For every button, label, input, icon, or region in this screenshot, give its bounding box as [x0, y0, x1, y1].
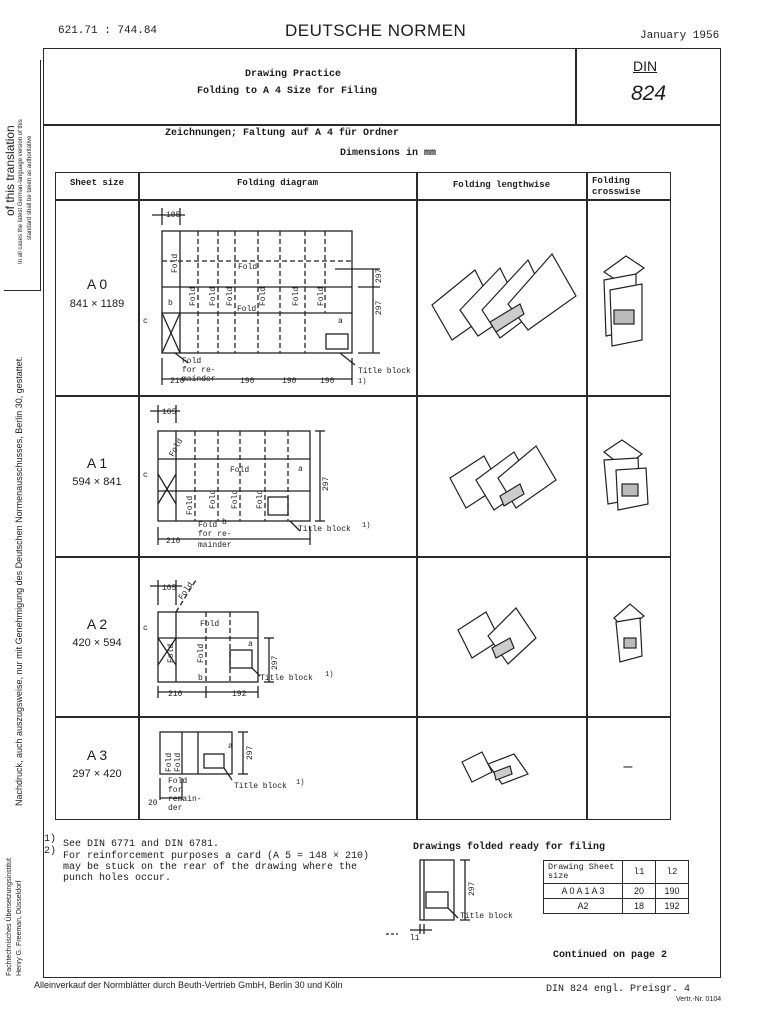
svg-text:Fold: Fold: [292, 286, 301, 306]
svg-text:Fold: Fold: [165, 752, 174, 772]
svg-text:105: 105: [162, 408, 177, 417]
dimensions-note: Dimensions in mm: [340, 148, 437, 159]
col-line-3: [586, 172, 588, 819]
svg-text:a: a: [338, 317, 343, 326]
size-a1: A 1: [86, 455, 108, 471]
dims-a1: 594 × 841: [72, 476, 122, 488]
svg-text:for re-: for re-: [182, 366, 216, 375]
sidebar-translation: of this translation: [3, 125, 17, 216]
diagram-a0: [140, 203, 414, 393]
lengthwise-a3: [458, 748, 534, 788]
svg-text:190: 190: [282, 377, 297, 386]
svg-text:for: for: [168, 786, 183, 795]
crosswise-a1: [598, 432, 654, 516]
sidebar-notice-1: In all cases the latest German-language version of this: [18, 119, 24, 264]
svg-text:Fold: Fold: [209, 286, 218, 306]
svg-text:20: 20: [148, 799, 158, 808]
footnote-2-line-3: punch holes occur.: [63, 873, 172, 884]
svg-text:297: 297: [246, 745, 255, 760]
dims-a0: 841 × 1189: [69, 298, 125, 310]
svg-text:a: a: [228, 742, 233, 751]
din-number: 824: [631, 82, 667, 105]
footnote-mark-2: 2): [44, 846, 57, 857]
svg-text:remain-: remain-: [168, 795, 202, 804]
svg-text:a: a: [298, 465, 303, 474]
svg-text:Fold: Fold: [189, 286, 198, 306]
size-a2: A 2: [86, 616, 108, 632]
svg-text:Fold: Fold: [256, 489, 265, 509]
footnote-2-line-1: For reinforcement purposes a card (A 5 = 148 × 210): [63, 851, 370, 862]
col-line-2: [416, 172, 418, 819]
svg-text:Title block: Title block: [234, 782, 287, 791]
svg-text:for re-: for re-: [198, 530, 232, 539]
footnote-1: See DIN 6771 and DIN 6781.: [63, 839, 220, 850]
diagram-a2: [140, 560, 414, 714]
header-folding-crosswise: Folding crosswise: [592, 176, 641, 197]
svg-text:210: 210: [166, 537, 181, 546]
footnote-2-line-2: may be stuck on the rear of the drawing where the: [63, 862, 358, 873]
svg-text:Fold: Fold: [230, 466, 250, 475]
svg-text:Fold: Fold: [167, 643, 176, 663]
table-row-2-l1: 18: [623, 899, 656, 914]
svg-text:297: 297: [375, 300, 384, 315]
svg-text:Fold: Fold: [182, 357, 202, 366]
dims-a3: 297 × 420: [72, 768, 122, 780]
svg-text:Fold: Fold: [317, 286, 326, 306]
price-group: DIN 824 engl. Preisgr. 4: [546, 984, 691, 995]
folded-ready-table: [543, 860, 689, 914]
svg-text:210: 210: [168, 690, 183, 699]
sidebar-translator-2: Henry G. Freeman, Düsseldorf: [16, 880, 23, 976]
diagram-a1: [140, 399, 414, 554]
dims-a2: 420 × 594: [72, 637, 122, 649]
din-label: DIN: [633, 58, 658, 74]
sidebar-translator-1: Fachtechnisches Übersetzungsinstitut: [6, 858, 13, 976]
folded-ready-title: Drawings folded ready for filing: [413, 842, 606, 853]
svg-text:1): 1): [296, 779, 305, 787]
svg-text:Fold: Fold: [168, 777, 188, 786]
table-header-line: [55, 199, 670, 201]
svg-text:Fold: Fold: [200, 620, 220, 629]
svg-text:Fold: Fold: [197, 643, 206, 663]
svg-text:Fold: Fold: [238, 263, 258, 272]
header-date: January 1956: [640, 30, 720, 42]
svg-text:Fold: Fold: [174, 752, 183, 772]
table-row-2-l2: 192: [656, 899, 689, 914]
svg-text:mainder: mainder: [182, 375, 216, 384]
table-row-2-size: A2: [544, 899, 623, 914]
row-line-2: [55, 556, 670, 558]
svg-text:Fold: Fold: [198, 521, 218, 530]
svg-text:c: c: [143, 624, 148, 633]
folded-ready-sketch: [380, 856, 540, 942]
svg-text:l1: l1: [410, 934, 420, 942]
table-row-1-l2: 190: [656, 884, 689, 899]
svg-text:b: b: [198, 674, 203, 683]
title-line-2: Folding to A 4 Size for Filing: [197, 86, 378, 97]
svg-text:a: a: [248, 640, 253, 649]
svg-text:Title block: Title block: [358, 367, 411, 376]
table-row-1-size: A 0 A 1 A 3: [544, 884, 623, 899]
distribution-note: Alleinverkauf der Normblätter durch Beuth-Vertrieb GmbH, Berlin 30 und Köln: [34, 980, 343, 990]
svg-text:Title block: Title block: [460, 912, 513, 921]
size-a3: A 3: [86, 747, 108, 763]
lengthwise-a0: [420, 240, 582, 350]
din-divider: [575, 48, 577, 125]
svg-text:mainder: mainder: [198, 541, 232, 550]
table-head-l1: l1: [623, 861, 656, 884]
table-row-1-l1: 20: [623, 884, 656, 899]
crosswise-a3-dash: –: [623, 758, 633, 775]
svg-text:Title block: Title block: [260, 674, 313, 683]
table-head-size: Drawing Sheet size: [544, 861, 623, 884]
svg-text:der: der: [168, 804, 183, 813]
crosswise-a0: [596, 250, 656, 350]
header-folding-lengthwise: Folding lengthwise: [452, 180, 551, 190]
svg-text:Fold: Fold: [167, 437, 186, 459]
title-divider: [43, 124, 720, 126]
continued-note: Continued on page 2: [553, 950, 668, 961]
svg-text:Fold: Fold: [171, 253, 180, 273]
size-a0: A 0: [86, 276, 108, 292]
lengthwise-a2: [452, 600, 542, 672]
svg-text:1): 1): [325, 671, 334, 679]
svg-text:c: c: [143, 471, 148, 480]
svg-text:Fold: Fold: [186, 495, 195, 515]
svg-text:b: b: [222, 518, 227, 527]
lengthwise-a1: [440, 438, 560, 518]
svg-text:190: 190: [320, 377, 335, 386]
svg-text:Fold: Fold: [237, 305, 257, 314]
svg-text:297: 297: [375, 268, 384, 283]
table-head-l2: l2: [656, 861, 689, 884]
svg-text:105: 105: [162, 584, 177, 593]
header-ref: 621.71 : 744.84: [58, 25, 158, 37]
svg-text:210: 210: [170, 377, 185, 386]
svg-text:c: c: [143, 317, 148, 326]
sidebar-notice-2: standard shall be taken as authoritative: [27, 135, 33, 240]
crosswise-a2: [610, 600, 650, 666]
svg-text:1): 1): [358, 378, 367, 386]
svg-text:Fold: Fold: [226, 286, 235, 306]
header-sheet-size: Sheet size: [69, 178, 124, 188]
title-line-1: Drawing Practice: [245, 69, 342, 80]
svg-text:297: 297: [271, 655, 280, 670]
footnote-mark-1: 1): [44, 834, 57, 845]
svg-text:Fold: Fold: [231, 489, 240, 509]
a0-dim-105: 105: [166, 211, 181, 220]
row-line-1: [55, 395, 670, 397]
svg-text:b: b: [168, 299, 173, 308]
header-folding-diagram: Folding diagram: [236, 178, 318, 188]
svg-text:297: 297: [322, 476, 331, 491]
svg-text:Fold: Fold: [177, 580, 196, 602]
vertr-number: Vertr.-Nr. 0104: [676, 996, 722, 1003]
sidebar-reprint: Nachdruck, auch auszugsweise, nur mit Genehmigung des Deutschen Normenausschusses, Berlin 30, gestattet.: [14, 356, 24, 806]
subtitle: Zeichnungen; Faltung auf A 4 für Ordner: [165, 128, 400, 139]
svg-text:190: 190: [240, 377, 255, 386]
svg-text:Title block: Title block: [298, 525, 351, 534]
svg-text:192: 192: [232, 690, 247, 699]
svg-text:297: 297: [468, 881, 477, 896]
header-title: DEUTSCHE NORMEN: [285, 21, 467, 40]
svg-text:Fold: Fold: [209, 489, 218, 509]
row-line-3: [55, 716, 670, 718]
svg-text:Fold: Fold: [259, 286, 268, 306]
diagram-a3: [140, 720, 414, 816]
svg-text:1): 1): [362, 522, 371, 530]
